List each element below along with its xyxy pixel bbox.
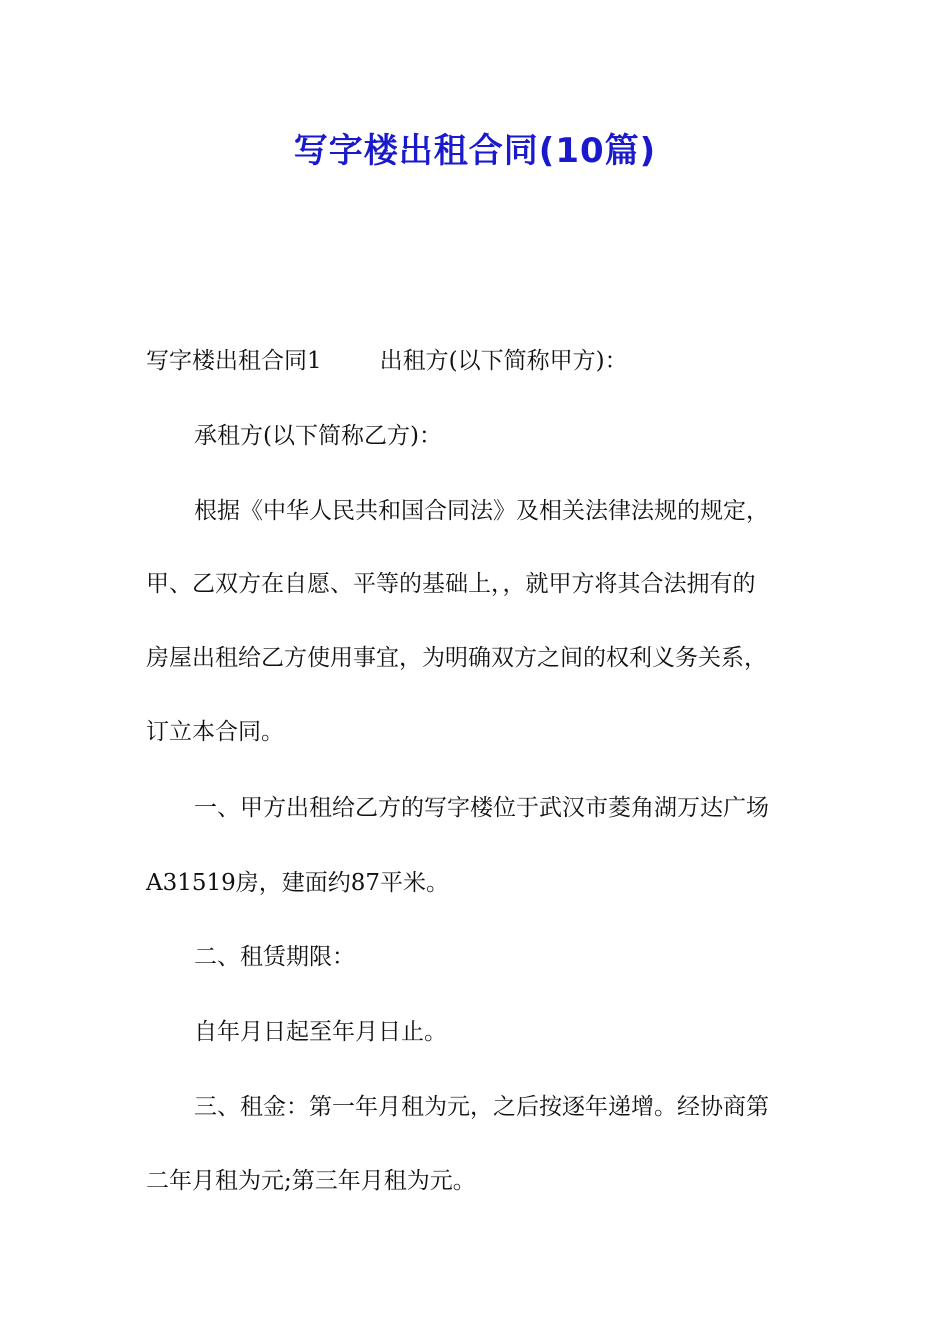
clause2-text: 自年月日起至年月日止。 (194, 1019, 447, 1045)
clause3-line-1: 三、租金：第一年月租为元，之后按逐年递增。经协商第 (194, 1094, 769, 1120)
preamble-line-3: 房屋出租给乙方使用事宜，为明确双方之间的权利义务关系， (146, 645, 767, 671)
preamble-line-1: 根据《中华人民共和国合同法》及相关法律法规的规定， (194, 498, 769, 524)
document-title: 写字楼出租合同(10篇) (293, 131, 657, 171)
preamble-line-2: 甲、乙双方在自愿、平等的基础上，，就甲方将其合法拥有的 (146, 571, 756, 597)
preamble-line-4: 订立本合同。 (146, 719, 284, 745)
lessor-label: 出租方(以下简称甲方)： (379, 348, 628, 374)
lessee-label: 承租方(以下简称乙方)： (194, 423, 442, 449)
clause1-line-1: 一、甲方出租给乙方的写字楼位于武汉市菱角湖万达广场 (194, 795, 769, 821)
section-heading-line (146, 344, 816, 378)
clause3-line-2: 二年月租为元;第三年月租为元。 (146, 1168, 476, 1194)
clause2-heading: 二、租赁期限： (194, 944, 355, 970)
section-heading: 写字楼出租合同1 (146, 348, 322, 374)
clause1-line-2: A31519房，建面约87平米。 (146, 870, 450, 896)
